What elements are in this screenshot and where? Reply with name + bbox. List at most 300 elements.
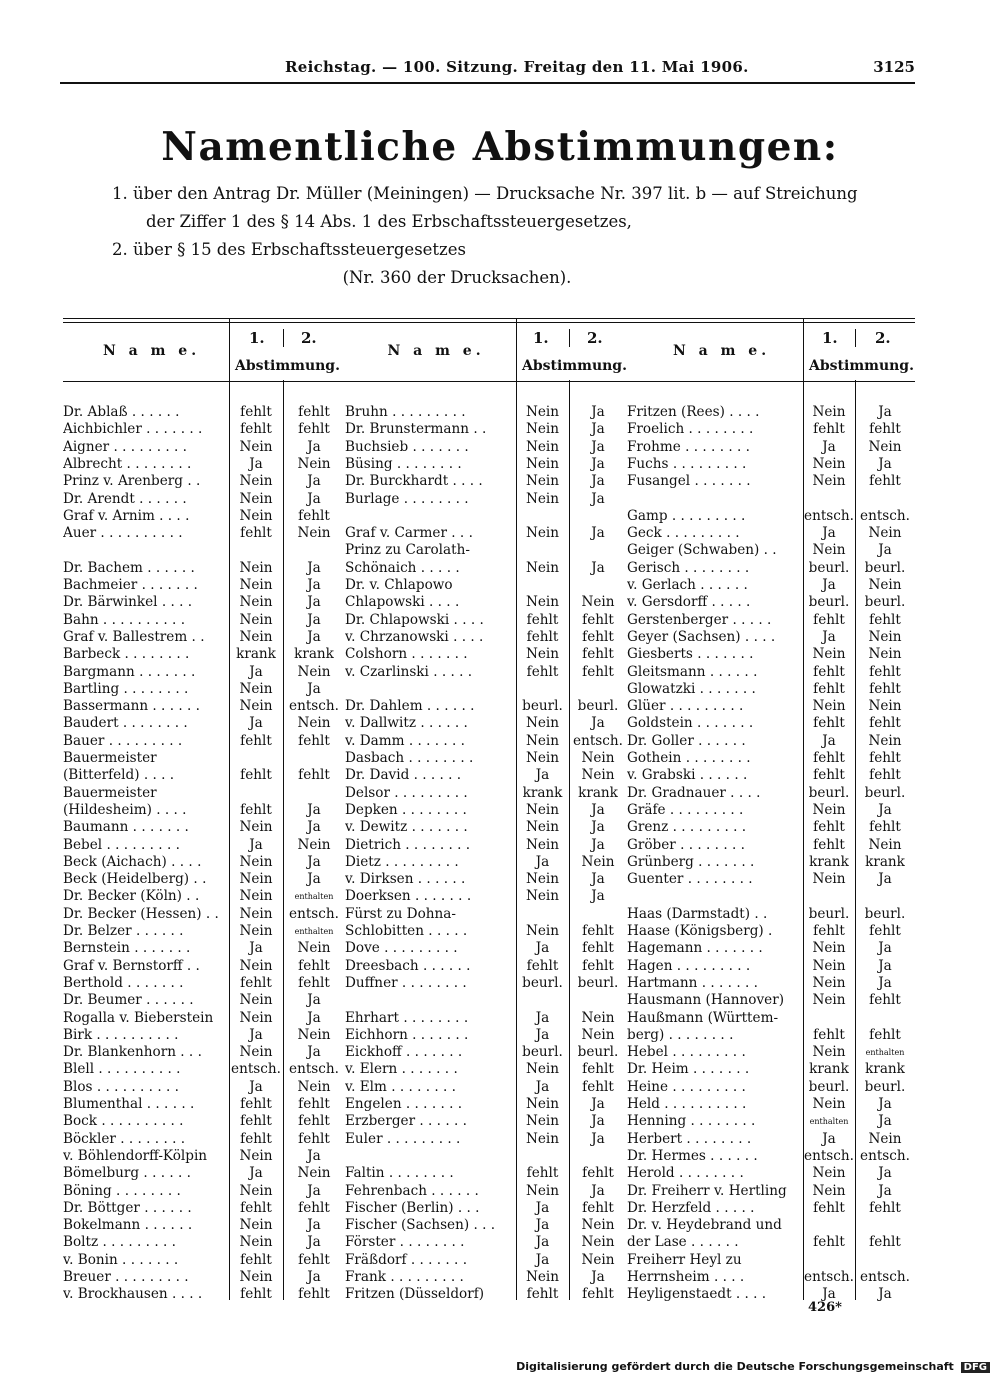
column-header xyxy=(63,318,345,382)
vote-2-cell: fehlt xyxy=(582,628,614,645)
vote-2-cell: Nein xyxy=(581,750,615,766)
table-row xyxy=(627,819,915,836)
vote-1-cell: fehlt xyxy=(813,750,845,766)
vote-2-header: 2. xyxy=(587,329,603,347)
member-name: Geiger (Schwaben) . . xyxy=(627,542,777,559)
table-row xyxy=(345,1044,627,1061)
vote-1-cell: Ja xyxy=(535,767,550,784)
table-row xyxy=(63,733,345,750)
member-name: (Hildesheim) . . . . xyxy=(63,801,187,818)
vote-2-cell: fehlt xyxy=(298,1286,330,1303)
vote-2-cell: fehlt xyxy=(869,992,901,1009)
vote-1-cell: Nein xyxy=(239,819,273,836)
vote-1-cell: Nein xyxy=(525,923,560,939)
member-name: v. Bonin . . . . . . . xyxy=(63,1251,179,1268)
vote-1-cell: beurl. xyxy=(808,784,850,801)
vote-2-cell: Ja xyxy=(307,801,321,818)
vote-2-cell: fehlt xyxy=(298,1251,330,1268)
table-row xyxy=(345,1183,627,1200)
vote-1-cell: entsch. xyxy=(804,1147,854,1164)
vote-2-cell: Nein xyxy=(297,1078,331,1095)
table-row xyxy=(63,715,345,732)
vote-2-cell: Ja xyxy=(591,525,605,542)
member-name: Dr. Hermes . . . . . . xyxy=(627,1147,758,1164)
table-row xyxy=(627,473,915,490)
vote-2-cell: Nein xyxy=(297,1026,331,1043)
table-row xyxy=(63,491,345,508)
vote-2-cell: Ja xyxy=(591,1182,605,1199)
vote-1-cell: Nein xyxy=(239,905,273,922)
table-row xyxy=(63,646,345,663)
page-number: 3125 xyxy=(873,58,915,76)
vote-2-cell: Ja xyxy=(307,871,321,888)
intro-line-1: 1. über den Antrag Dr. Müller (Meiningen) — Drucksache Nr. 397 lit. b — auf Streichung xyxy=(112,184,858,203)
member-name: Bartling . . . . . . . . xyxy=(63,680,189,697)
table-row xyxy=(627,871,915,888)
vote-2-cell: Ja xyxy=(878,940,892,957)
table-row xyxy=(345,525,627,542)
table-row xyxy=(627,854,915,871)
table-row xyxy=(63,940,345,957)
table-row xyxy=(627,1286,915,1303)
vote-2-cell: fehlt xyxy=(298,767,330,784)
vote-2-cell: Ja xyxy=(878,871,892,888)
table-row xyxy=(63,1234,345,1251)
vote-2-cell: Ja xyxy=(307,1269,321,1285)
vote-2-cell: fehlt xyxy=(298,974,330,991)
member-name: Dr. Freiherr v. Hertling xyxy=(627,1182,787,1199)
vote-2-cell: fehlt xyxy=(869,923,901,939)
table-row xyxy=(63,439,345,456)
vote-1-cell: Nein xyxy=(239,992,273,1009)
table-row xyxy=(345,1252,627,1269)
vote-1-cell: beurl. xyxy=(808,594,850,611)
vote-1-cell: Nein xyxy=(812,473,846,490)
vote-1-cell: fehlt xyxy=(240,404,272,420)
table-row xyxy=(345,664,627,681)
vote-header-divider xyxy=(229,319,230,381)
table-row xyxy=(627,1200,915,1217)
vote-2-header: 2. xyxy=(875,329,891,347)
vote-2-cell: fehlt xyxy=(582,646,614,663)
member-name: Erzberger . . . . . . xyxy=(345,1113,467,1130)
table-row xyxy=(63,698,345,715)
vote-1-cell: Nein xyxy=(525,750,560,766)
table-row xyxy=(63,681,345,698)
member-name: Blos . . . . . . . . . . xyxy=(63,1078,179,1095)
member-name: Fischer (Sachsen) . . . xyxy=(345,1217,496,1234)
table-row xyxy=(345,473,627,490)
table-row xyxy=(63,819,345,836)
member-name: Gerstenberger . . . . . xyxy=(627,611,772,628)
member-name: Freiherr Heyl zu xyxy=(627,1251,742,1268)
vote-2-cell: Ja xyxy=(591,819,605,836)
vote-2-cell: Ja xyxy=(307,992,321,1009)
member-name: Haußmann (Württem- xyxy=(627,1009,779,1026)
vote-2-cell: Nein xyxy=(297,715,331,732)
member-name: v. Dewitz . . . . . . . xyxy=(345,819,468,836)
table-row xyxy=(345,577,627,594)
vote-2-cell: beurl. xyxy=(577,974,619,991)
vote-2-cell: fehlt xyxy=(582,663,614,680)
member-name: Henning . . . . . . . . xyxy=(627,1113,756,1130)
member-name: (Bitterfeld) . . . . xyxy=(63,767,175,784)
member-name: v. Czarlinski . . . . . xyxy=(345,663,473,680)
vote-2-cell: Ja xyxy=(878,957,892,974)
vote-2-cell: Ja xyxy=(591,1130,605,1147)
vote-1-cell: Nein xyxy=(525,1130,560,1147)
vote-1-cell: Nein xyxy=(812,1044,846,1061)
table-row xyxy=(63,837,345,854)
vote-2-cell: Ja xyxy=(591,473,605,490)
vote-1-cell: Nein xyxy=(239,888,273,905)
vote-1-cell: Nein xyxy=(239,1009,273,1026)
vote-2-cell: fehlt xyxy=(869,750,901,766)
vote-2-cell: fehlt xyxy=(582,1199,614,1216)
vote-2-cell: Ja xyxy=(307,577,321,593)
vote-2-cell: fehlt xyxy=(298,421,330,438)
vote-column-1 xyxy=(63,318,345,1308)
member-name: Held . . . . . . . . . . xyxy=(627,1096,747,1112)
vote-2-cell: Nein xyxy=(581,1234,615,1251)
vote-2-cell: Ja xyxy=(878,1096,892,1112)
member-name: Dr. Blankenhorn . . . xyxy=(63,1044,202,1061)
vote-2-cell: Nein xyxy=(297,836,331,853)
vote-1-cell: Ja xyxy=(822,1130,836,1147)
vote-1-cell: fehlt xyxy=(526,1286,559,1303)
table-row xyxy=(345,560,627,577)
vote-1-cell: fehlt xyxy=(813,715,845,732)
vote-1-cell: Nein xyxy=(812,940,846,957)
vote-1-cell: fehlt xyxy=(813,767,845,784)
vote-1-cell: Nein xyxy=(812,957,846,974)
vote-1-cell: fehlt xyxy=(813,923,845,939)
signature-mark: 426* xyxy=(808,1300,842,1315)
table-row xyxy=(345,1286,627,1303)
member-name: Chlapowski . . . . xyxy=(345,594,460,611)
member-name: Fritzen (Düsseldorf) xyxy=(345,1286,485,1303)
member-name: v. Gerlach . . . . . . xyxy=(627,577,748,593)
table-row xyxy=(63,404,345,421)
table-row xyxy=(63,421,345,438)
vote-1-cell: Nein xyxy=(812,404,846,420)
vote-1-cell: Nein xyxy=(525,819,560,836)
page-title: Namentliche Abstimmungen: xyxy=(161,124,839,170)
vote-2-cell: Ja xyxy=(591,801,605,818)
vote-2-cell: krank xyxy=(865,853,905,870)
table-row xyxy=(627,1252,915,1269)
vote-1-cell: Nein xyxy=(525,559,560,576)
vote-1-cell: fehlt xyxy=(240,974,272,991)
member-name: v. Gersdorff . . . . . xyxy=(627,594,751,611)
table-row xyxy=(627,923,915,940)
vote-1-cell: fehlt xyxy=(240,1130,272,1147)
vote-1-cell: Ja xyxy=(249,455,263,472)
vote-1-cell: Nein xyxy=(239,698,273,715)
vote-2-cell: fehlt xyxy=(869,1199,901,1216)
vote-2-cell: Ja xyxy=(307,819,321,836)
vote-2-cell: Nein xyxy=(297,663,331,680)
vote-2-cell: Ja xyxy=(307,559,321,576)
member-name: Hartmann . . . . . . . xyxy=(627,974,758,991)
table-row xyxy=(345,698,627,715)
vote-2-cell: enthalten xyxy=(294,892,334,902)
vote-2-cell: Ja xyxy=(591,888,605,905)
table-row xyxy=(627,698,915,715)
vote-1-cell: Nein xyxy=(525,1113,560,1130)
vote-1-cell: Nein xyxy=(239,577,273,593)
table-row xyxy=(345,819,627,836)
member-name: Giesberts . . . . . . . xyxy=(627,646,754,663)
member-name: Prinz v. Arenberg . . xyxy=(63,473,201,490)
member-name: Gröber . . . . . . . . xyxy=(627,836,745,853)
member-name: Heine . . . . . . . . . xyxy=(627,1078,746,1095)
vote-2-cell: Ja xyxy=(591,404,605,420)
member-name: Faltin . . . . . . . . xyxy=(345,1165,454,1182)
vote-1-cell: Ja xyxy=(535,940,550,957)
vote-2-cell: krank xyxy=(578,784,618,801)
vote-2-cell: Ja xyxy=(878,1286,892,1303)
member-name: Grünberg . . . . . . . xyxy=(627,853,755,870)
vote-2-cell: Ja xyxy=(591,1269,605,1285)
table-row xyxy=(627,1131,915,1148)
vote-column-2 xyxy=(345,318,627,1308)
table-row xyxy=(627,1234,915,1251)
table-row xyxy=(627,594,915,611)
vote-2-cell: Nein xyxy=(581,1009,615,1026)
vote-2-cell: enthalten xyxy=(294,927,334,936)
member-name: Geyer (Sachsen) . . . . xyxy=(627,628,776,645)
vote-1-cell: Nein xyxy=(239,680,273,697)
table-row xyxy=(627,837,915,854)
member-name: Dr. Heim . . . . . . . xyxy=(627,1061,750,1078)
member-name: Birk . . . . . . . . . . xyxy=(63,1026,179,1043)
table-row xyxy=(63,958,345,975)
vote-1-cell: fehlt xyxy=(813,819,845,836)
table-row xyxy=(63,1148,345,1165)
vote-2-cell: Ja xyxy=(878,974,892,991)
member-name: Rogalla v. Bieberstein xyxy=(63,1009,214,1026)
member-name: v. Damm . . . . . . . xyxy=(345,732,465,749)
vote-1-cell: Nein xyxy=(239,438,273,455)
member-name: Glüer . . . . . . . . . xyxy=(627,698,744,715)
vote-2-cell: fehlt xyxy=(869,663,901,680)
vote-2-cell: Ja xyxy=(307,438,321,455)
vote-2-cell: fehlt xyxy=(869,421,901,438)
member-name: Herbert . . . . . . . . xyxy=(627,1130,752,1147)
member-name: Goldstein . . . . . . . xyxy=(627,715,754,732)
vote-1-cell: fehlt xyxy=(813,836,845,853)
vote-1-cell: Nein xyxy=(525,1269,560,1285)
vote-1-cell: enthalten xyxy=(809,1117,849,1127)
table-row xyxy=(345,439,627,456)
member-name: v. Chrzanowski . . . . xyxy=(345,628,484,645)
vote-number-divider xyxy=(855,329,856,347)
vote-2-cell: fehlt xyxy=(582,1286,614,1303)
member-name: Dasbach . . . . . . . . xyxy=(345,750,474,766)
vote-1-cell: Nein xyxy=(525,525,560,542)
vote-1-cell: krank xyxy=(809,1061,849,1078)
table-row xyxy=(627,715,915,732)
abstimmung-header: Abstimmung. xyxy=(235,358,340,374)
vote-1-cell: entsch. xyxy=(804,507,854,524)
member-name: Beck (Aichach) . . . . xyxy=(63,853,202,870)
member-name: v. Elm . . . . . . . . xyxy=(345,1078,457,1095)
table-row xyxy=(63,750,345,767)
vote-2-cell: entsch. xyxy=(860,507,910,524)
table-row xyxy=(63,785,345,802)
vote-1-header: 1. xyxy=(249,329,265,347)
vote-2-cell: Ja xyxy=(591,490,605,507)
vote-1-cell: Nein xyxy=(239,507,273,524)
vote-1-cell: Nein xyxy=(525,455,560,472)
table-row xyxy=(345,681,627,698)
table-row xyxy=(627,940,915,957)
member-name: Dr. Becker (Köln) . . xyxy=(63,888,200,905)
vote-2-cell: entsch. xyxy=(289,698,339,715)
member-name: Bebel . . . . . . . . . xyxy=(63,836,180,853)
member-name: Froelich . . . . . . . . xyxy=(627,421,754,438)
table-row xyxy=(63,1131,345,1148)
member-name: Förster . . . . . . . . xyxy=(345,1234,465,1251)
vote-1-cell: Ja xyxy=(822,732,836,749)
vote-2-cell: fehlt xyxy=(298,957,330,974)
footer-text: Digitalisierung gefördert durch die Deutsche Forschungsgemeinschaft xyxy=(516,1360,954,1373)
table-row xyxy=(345,871,627,888)
table-row xyxy=(345,1113,627,1130)
member-name: Gräfe . . . . . . . . . xyxy=(627,801,744,818)
member-name: Bock . . . . . . . . . . xyxy=(63,1113,184,1130)
vote-1-cell: fehlt xyxy=(526,1165,559,1182)
vote-1-cell: beurl. xyxy=(808,559,850,576)
table-row xyxy=(627,404,915,421)
table-row xyxy=(63,1010,345,1027)
vote-2-cell: entsch. xyxy=(289,905,339,922)
vote-1-cell: Nein xyxy=(239,473,273,490)
vote-1-cell: Nein xyxy=(525,473,560,490)
vote-2-cell: Ja xyxy=(307,594,321,611)
member-name: Aigner . . . . . . . . . xyxy=(63,438,187,455)
table-row xyxy=(627,542,915,559)
table-row xyxy=(345,612,627,629)
member-name: Barbeck . . . . . . . . xyxy=(63,646,190,663)
member-name: Herold . . . . . . . . xyxy=(627,1165,744,1182)
table-row xyxy=(627,1148,915,1165)
intro-line-3: 2. über § 15 des Erbschaftssteuergesetzes xyxy=(112,240,466,259)
member-name: Graf v. Bernstorff . . xyxy=(63,957,200,974)
vote-1-cell: Nein xyxy=(525,1096,560,1112)
table-row xyxy=(627,785,915,802)
vote-2-cell: Nein xyxy=(868,1130,902,1147)
column-header xyxy=(345,318,627,382)
table-row xyxy=(627,1027,915,1044)
vote-2-cell: Ja xyxy=(878,1182,892,1199)
member-name: Dr. Bärwinkel . . . . xyxy=(63,594,193,611)
running-header xyxy=(60,56,915,84)
vote-1-cell: fehlt xyxy=(240,767,272,784)
member-name: Graf v. Ballestrem . . xyxy=(63,628,205,645)
vote-1-cell: Nein xyxy=(812,1182,846,1199)
vote-1-cell: Nein xyxy=(239,923,273,939)
vote-2-cell: fehlt xyxy=(582,957,614,974)
vote-2-cell: fehlt xyxy=(582,1165,614,1182)
vote-2-cell: Ja xyxy=(307,1182,321,1199)
member-name: Gerisch . . . . . . . . xyxy=(627,559,750,576)
vote-2-cell: fehlt xyxy=(298,1096,330,1112)
member-name: Bokelmann . . . . . . xyxy=(63,1217,193,1234)
vote-1-cell: Nein xyxy=(239,628,273,645)
table-row xyxy=(627,421,915,438)
vote-2-cell: fehlt xyxy=(582,940,614,957)
table-row xyxy=(627,491,915,508)
vote-1-cell: entsch. xyxy=(804,1269,854,1285)
member-name: v. Böhlendorff-Kölpin xyxy=(63,1147,208,1164)
vote-2-cell: Nein xyxy=(581,1251,615,1268)
vote-1-cell: Nein xyxy=(525,715,560,732)
vote-1-cell: Ja xyxy=(249,836,263,853)
vote-2-cell: entsch. xyxy=(860,1147,910,1164)
vote-2-cell: Ja xyxy=(878,455,892,472)
member-name: Aichbichler . . . . . . . xyxy=(63,421,203,438)
vote-1-cell: fehlt xyxy=(240,732,272,749)
vote-1-cell: fehlt xyxy=(526,611,559,628)
vote-1-cell: Nein xyxy=(525,836,560,853)
member-name: Blell . . . . . . . . . . xyxy=(63,1061,181,1078)
vote-1-cell: fehlt xyxy=(813,1026,845,1043)
table-row xyxy=(345,508,627,525)
vote-1-cell: Ja xyxy=(822,525,836,542)
vote-2-cell: fehlt xyxy=(869,819,901,836)
vote-2-cell: Ja xyxy=(591,438,605,455)
vote-2-cell: beurl. xyxy=(864,594,906,611)
member-name: Dr. Dahlem . . . . . . xyxy=(345,698,475,715)
table-row xyxy=(345,1200,627,1217)
table-row xyxy=(345,958,627,975)
table-row xyxy=(627,612,915,629)
table-row xyxy=(345,421,627,438)
table-row xyxy=(63,871,345,888)
table-row xyxy=(345,837,627,854)
vote-2-header: 2. xyxy=(301,329,317,347)
vote-2-cell: Ja xyxy=(591,1096,605,1112)
vote-1-cell: Nein xyxy=(239,1182,273,1199)
table-row xyxy=(627,958,915,975)
vote-2-cell: entsch. xyxy=(289,1061,339,1078)
vote-1-cell: Ja xyxy=(535,853,550,870)
vote-2-cell: fehlt xyxy=(582,1061,614,1078)
table-row xyxy=(63,975,345,992)
vote-2-cell: Nein xyxy=(581,1026,615,1043)
vote-2-cell: fehlt xyxy=(869,1026,901,1043)
vote-1-cell: Ja xyxy=(535,1078,550,1095)
vote-1-cell: Nein xyxy=(525,871,560,888)
vote-1-header: 1. xyxy=(822,329,838,347)
table-row xyxy=(63,1217,345,1234)
vote-2-cell: Nein xyxy=(868,577,902,593)
vote-2-cell: fehlt xyxy=(869,715,901,732)
vote-2-cell: Nein xyxy=(868,698,902,715)
vote-2-cell: Ja xyxy=(878,1165,892,1182)
table-row xyxy=(627,975,915,992)
table-row xyxy=(345,767,627,784)
table-row xyxy=(627,733,915,750)
table-row xyxy=(345,802,627,819)
vote-2-cell: fehlt xyxy=(298,732,330,749)
vote-2-cell: Ja xyxy=(307,1234,321,1251)
member-name: Dr. v. Heydebrand und xyxy=(627,1217,782,1234)
member-name: Dr. Goller . . . . . . xyxy=(627,732,746,749)
vote-1-cell: Ja xyxy=(535,1199,550,1216)
